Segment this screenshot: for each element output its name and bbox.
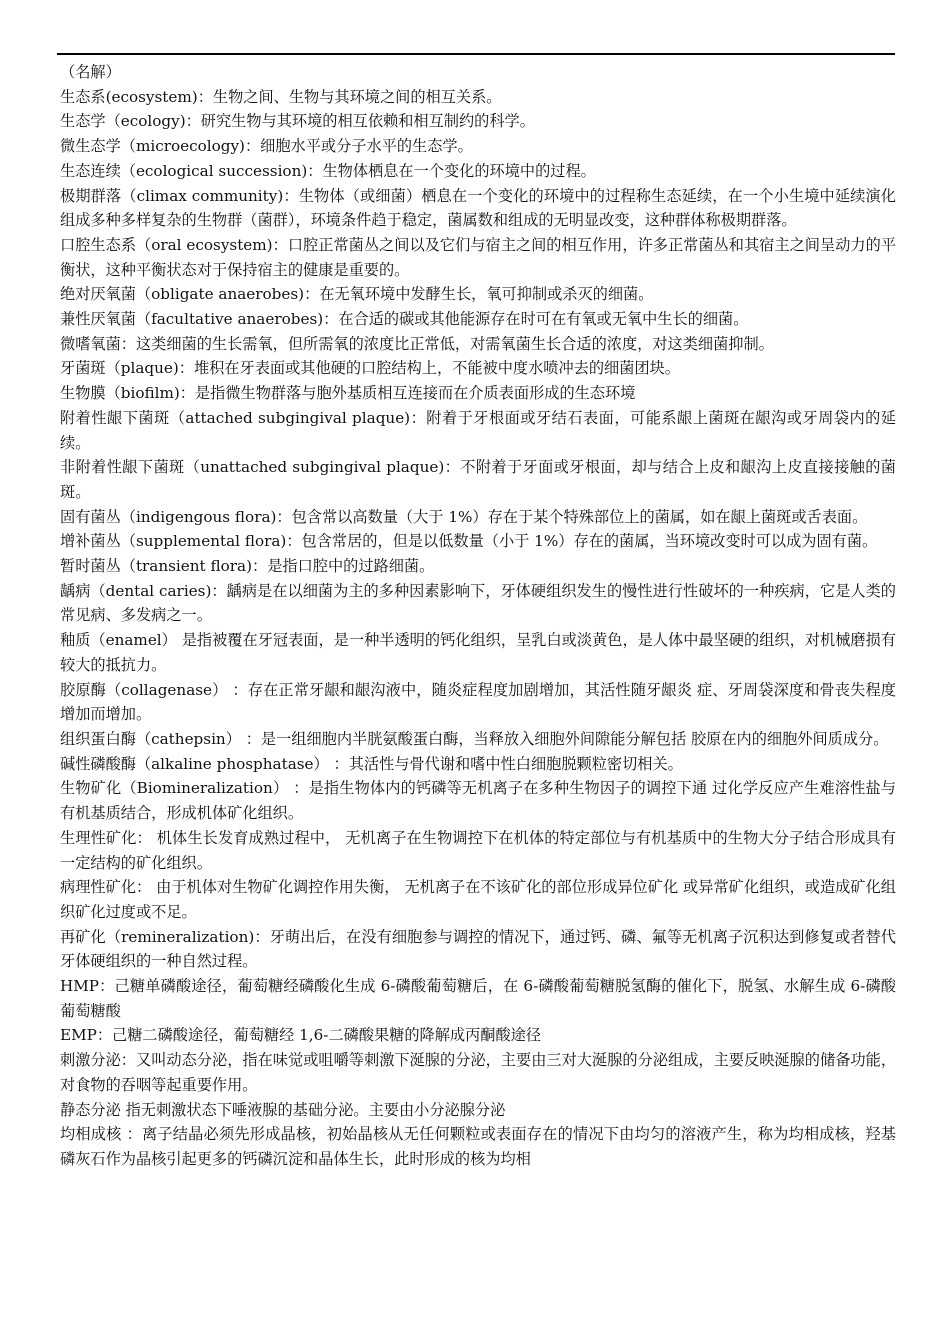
header-rule bbox=[57, 53, 895, 55]
definition-collagenase: 胶原酶（collagenase） ：存在正常牙龈和龈沟液中，随炎症程度加剧增加，其活性随牙龈炎 症、牙周袋深度和骨丧失程度增加而增加。 bbox=[60, 680, 896, 724]
definition-ecosystem: 生态系(ecosystem)：生物之间、生物与其环境之间的相互关系。 bbox=[60, 87, 502, 106]
definition-alkaline-phosphatase: 碱性磷酸酶（alkaline phosphatase） ：其活性与骨代谢和嗜中性白细胞脱颗粒密切相关。 bbox=[60, 754, 683, 773]
definition-dental-caries: 龋病（dental caries)：龋病是在以细菌为主的多种因素影响下，牙体硬组织发生的慢性进行性破坏的一种疾病，它是人类的常见病、多发病之一。 bbox=[60, 581, 896, 625]
definition-obligate-anaerobes: 绝对厌氧菌（obligate anaerobes)：在无氧环境中发酵生长，氧可抑制或杀灭的细菌。 bbox=[60, 285, 654, 304]
definition-stimulated-secretion: 刺激分泌：又叫动态分泌，指在味觉或咀嚼等刺激下涎腺的分泌，主要由三对大涎腺的分泌组成，主要反映涎腺的储备功能，对食物的吞咽等起重要作用。 bbox=[60, 1051, 896, 1094]
definition-ecology: 生态学（ecology)：研究生物与其环境的相互依赖和相互制约的科学。 bbox=[60, 112, 535, 131]
definition-ecological-succession: 生态连续（ecological succession)：生物体栖息在一个变化的环境中的过程。 bbox=[60, 161, 596, 180]
definition-homogeneous-nucleation: 均相成核 ：离子结晶必须先形成晶核，初始晶核从无任何颗粒或表面存在的情况下由均匀的溶液产生，称为均相成核，羟基磷灰石作为晶核引起更多的钙磷沉淀和晶体生长，此时形成的核为均相 bbox=[60, 1125, 896, 1168]
definition-resting-secretion: 静态分泌 指无刺激状态下唾液腺的基础分泌。主要由小分泌腺分泌 bbox=[60, 1100, 506, 1119]
definition-attached-subgingival-plaque: 附着性龈下菌斑（attached subgingival plaque)：附着于牙根面或牙结石表面，可能系龈上菌斑在龈沟或牙周袋内的延续。 bbox=[60, 408, 896, 452]
definition-pathological-mineralization: 病理性矿化： 由于机体对生物矿化调控作用失衡， 无机离子在不该矿化的部位形成异位矿化 或异常矿化组织，或造成矿化组织矿化过度或不足。 bbox=[60, 878, 896, 921]
definition-indigenous-flora: 固有菌丛（indigengous flora)：包含常以高数量（大于 1%）存在于某个特殊部位上的菌属，如在龈上菌斑或舌表面。 bbox=[60, 507, 868, 526]
definition-microaerophiles: 微嗜氧菌：这类细菌的生长需氧，但所需氧的浓度比正常低，对需氧菌生长合适的浓度，对这类细菌抑制。 bbox=[60, 334, 774, 353]
definition-unattached-subgingival-plaque: 非附着性龈下菌斑（unattached subgingival plaque)：不附着于牙面或牙根面，却与结合上皮和龈沟上皮直接接触的菌斑。 bbox=[60, 458, 896, 501]
definition-biomineralization: 生物矿化（Biomineralization） ：是指生物体内的钙磷等无机离子在多种生物因子的调控下通 过化学反应产生难溶性盐与有机基质结合，形成机体矿化组织。 bbox=[60, 779, 896, 823]
definition-oral-ecosystem: 口腔生态系（oral ecosystem)：口腔正常菌丛之间以及它们与宿主之间的相互作用，许多正常菌丛和其宿主之间呈动力的平衡状，这种平衡状态对于保持宿主的健康是重要的。 bbox=[60, 235, 896, 279]
definition-enamel: 釉质（enamel） 是指被覆在牙冠表面，是一种半透明的钙化组织，呈乳白或淡黄色，是人体中最坚硬的组织，对机械磨损有较大的抵抗力。 bbox=[60, 631, 896, 674]
definition-biofilm: 生物膜（biofilm)：是指微生物群落与胞外基质相互连接而在介质表面形成的生态环境 bbox=[60, 384, 636, 403]
definition-climax-community: 极期群落（climax community)：生物体（或细菌）栖息在一个变化的环境中的过程称生态延续，在一个小生境中延续演化组成多种多样复杂的生物群（菌群），环境条件趋于稳定，菌属数和组成的无明显改变，这种群体称极期群落。 bbox=[60, 186, 896, 230]
section-heading: （名解） bbox=[60, 63, 121, 81]
definition-transient-flora: 暂时菌丛（transient flora)：是指口腔中的过路细菌。 bbox=[60, 557, 435, 576]
definition-supplemental-flora: 增补菌丛（supplemental flora)：包含常居的，但是以低数量（小于 1%）存在的菌属，当环境改变时可以成为固有菌。 bbox=[60, 532, 878, 551]
document-body bbox=[60, 60, 896, 1172]
definition-microecology: 微生态学（microecology)：细胞水平或分子水平的生态学。 bbox=[60, 137, 473, 156]
definition-cathepsin: 组织蛋白酶（cathepsin） ：是一组细胞内半胱氨酸蛋白酶，当释放入细胞外间隙能分解包括 胶原在内的细胞外间质成分。 bbox=[60, 729, 889, 748]
definition-plaque: 牙菌斑（plaque)：堆积在牙表面或其他硬的口腔结构上，不能被中度水喷冲去的细菌团块。 bbox=[60, 359, 680, 378]
definition-hmp: HMP：己糖单磷酸途径，葡萄糖经磷酸化生成 6-磷酸葡萄糖后，在 6-磷酸葡萄糖脱氢酶的催化下，脱氢、水解生成 6-磷酸葡萄糖酸 bbox=[60, 977, 896, 1020]
definition-emp: EMP：己糖二磷酸途径，葡萄糖经 1,6-二磷酸果糖的降解成丙酮酸途径 bbox=[60, 1026, 542, 1045]
definition-remineralization: 再矿化（remineralization)：牙萌出后，在没有细胞参与调控的情况下，通过钙、磷、氟等无机离子沉积达到修复或者替代牙体硬组织的一种自然过程。 bbox=[60, 927, 896, 971]
definition-facultative-anaerobes: 兼性厌氧菌（facultative anaerobes)：在合适的碳或其他能源存在时可在有氧或无氧中生长的细菌。 bbox=[60, 310, 749, 329]
definition-physiological-mineralization: 生理性矿化： 机体生长发育成熟过程中， 无机离子在生物调控下在机体的特定部位与有机基质中的生物大分子结合形成具有一定结构的矿化组织。 bbox=[60, 828, 896, 872]
